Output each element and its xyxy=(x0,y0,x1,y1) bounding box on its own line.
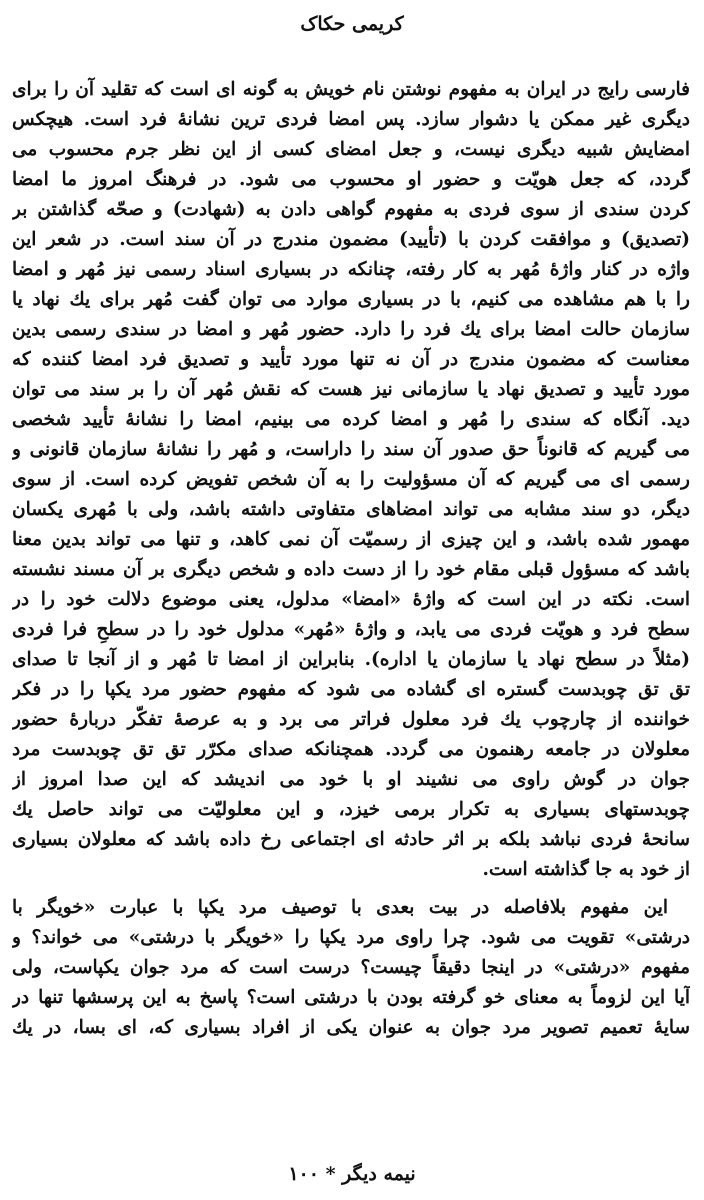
text-line: مورد تأیید و تصدیق نهاد یا سازمانی نیز هست که نقش مُهر آن را بر سند می توان xyxy=(12,379,690,400)
page-footer: نیمه دیگر * ۱۰۰ xyxy=(288,1163,416,1185)
text-line: گردد، که جعل هویّت و حضور او محسوب می شود. در فرهنگ امروز ما امضا xyxy=(12,169,690,190)
text-line: از خود به جا گذاشته است. xyxy=(482,859,690,880)
text-line: فارسی رایج در ایران به مفهوم نوشتن نام خویش به گونه ای است که تقلید آن را برای xyxy=(12,79,690,100)
body-text xyxy=(12,75,690,1043)
text-line: است. نکته در این است که واژهٔ «امضا» مدلول، یعنی موضوع دلالت خود را در xyxy=(12,589,690,610)
text-line: آیا این لزوماً به معنای خو گرفته بودن با درشتی است؟ پاسخ به این پرسشها تنها در xyxy=(12,987,690,1008)
paragraph-2 xyxy=(12,893,690,1043)
text-line: مفهوم «درشتی» در اینجا دقیقاً چیست؟ درست است که مرد جوان یکپاست، ولی xyxy=(12,957,690,978)
paragraph-1 xyxy=(12,75,690,885)
text-line: می گیریم که قانوناً حق صدور آن سند را داراست، و مُهر را نشانهٔ سازمان قانونی و xyxy=(12,439,690,460)
text-line: سطح فرد و هویّت فردی می یابد، و واژهٔ «مُهر» مدلول خود را در سطحِ فرا فردی xyxy=(12,619,690,640)
text-line: سانحهٔ فردی نباشد بلکه بر اثر حادثه ای اجتماعی رخ داده باشد که معلولان بسیاری xyxy=(12,829,690,850)
author-header: کریمی حکاک xyxy=(300,13,404,35)
text-line: جوان در گوش راوی می نشیند او با خود می اندیشد که این صدا امروز از xyxy=(12,769,690,790)
text-line: دیگری غیر ممکن یا دشوار سازد. پس امضا فردی ترین نشانهٔ فرد است. هیچکس xyxy=(12,109,690,130)
text-line: این مفهوم بلافاصله در بیت بعدی با توصیف مرد یکپا با عبارت «خویگر با xyxy=(12,897,668,918)
text-line: باشد که مسؤول قبلی مقام خود را از دست داده و شخص دیگری بر آن مسند نشسته xyxy=(12,559,690,580)
text-line: کردن سندی از سوی فردی به مفهوم گواهی دادن به (شهادت) و صحّه گذاشتن بر xyxy=(12,199,690,220)
text-line: (مثلاً در سطح نهاد یا سازمان یا اداره). بنابراین از امضا تا مُهر و از آنجا تا صدای xyxy=(12,649,690,670)
text-line: درشتی» تقویت می شود. چرا راوی مرد یکپا را «خویگر با درشتی» می خواند؟ و xyxy=(12,927,690,948)
text-line: سایهٔ تعمیم تصویر مرد جوان به عنوان یکی از افراد بسیاری که، ای بسا، در یك xyxy=(12,1017,690,1038)
text-line: مهمور شده باشد، و این چیزی از رسمیّت آن نمی کاهد، و تنها می تواند بدین معنا xyxy=(12,529,690,550)
text-line: (تصدیق) و موافقت کردن با (تأیید) مضمون مندرج در آن سند است. در شعر این xyxy=(12,229,690,250)
text-line: سازمان حالت امضا برای یك فرد را دارد. حضور مُهر و امضا در سندی رسمی بدین xyxy=(12,319,690,340)
text-line: معناست که مضمون مندرج در آن نه تنها مورد تأیید و تصدیق فرد امضا کننده که xyxy=(12,349,690,370)
text-line: دید. آنگاه که سندی را مُهر و امضا کرده می بینیم، امضا را نشانهٔ تأیید شخصی xyxy=(12,409,690,430)
text-line: خواننده از چارچوب یك فرد معلول فراتر می برد و به عرصهٔ تفکّر دربارهٔ حضور xyxy=(12,709,690,730)
text-line: معلولان در جامعه رهنمون می گردد. همچنانکه صدای مکرّر تق تق چوبدست مرد xyxy=(12,739,690,760)
text-line: تق تق چوبدست گستره ای گشاده می شود که مفهوم حضور مرد یکپا را در فکر xyxy=(12,679,690,700)
text-line: واژه در کنار واژهٔ مُهر به کار رفته، چنانکه در بسیاری اسناد رسمی نیز مُهر و امضا xyxy=(12,259,690,280)
paragraph-gap xyxy=(12,885,690,893)
text-line: چوبدستهای بسیاری به تکرار برمی خیزد، و این معلولیّت می تواند حاصل یك xyxy=(12,799,690,820)
text-line: رسمی ای می گیریم که آن مسؤولیت را به آن شخص تفویض کرده است. از سوی xyxy=(12,469,690,490)
text-line: امضایش شبیه دیگری نیست، و جعل امضای کسی از این نظر جرم محسوب می xyxy=(12,139,690,160)
text-line: دیگر، دو سند مشابه می تواند امضاهای متفاوتی داشته باشد، ولی با مُهری یکسان xyxy=(12,499,690,520)
text-line: را با هم مشاهده می کنیم، با در بسیاری موارد می توان گفت مُهر برای یك نهاد یا xyxy=(12,289,690,310)
